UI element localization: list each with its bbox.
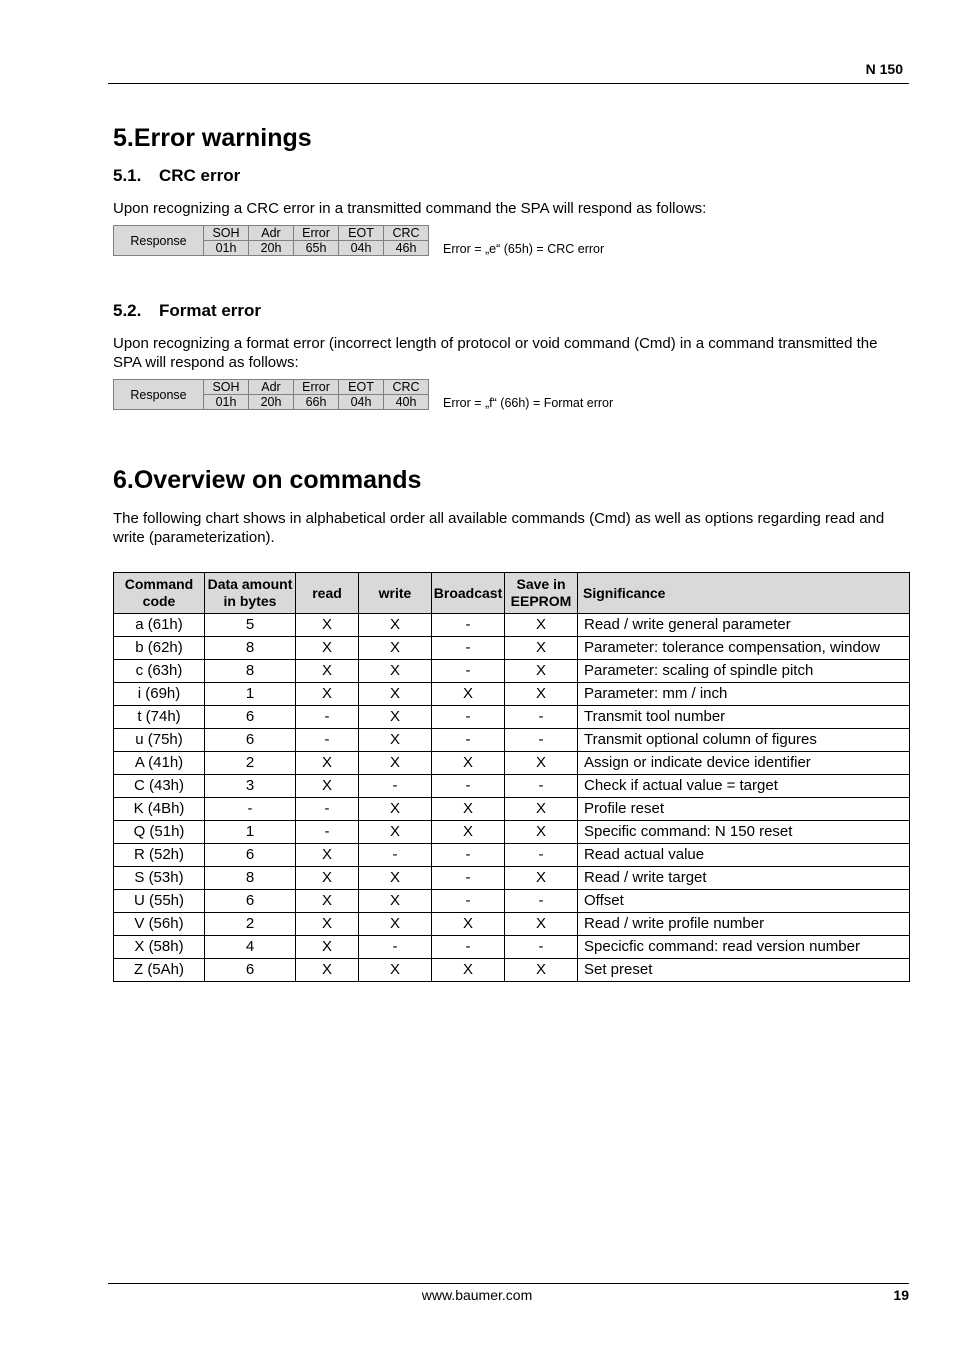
significance-cell: Parameter: mm / inch — [578, 683, 910, 706]
read-cell: - — [296, 729, 359, 752]
broadcast-cell: - — [432, 637, 505, 660]
table-row — [114, 752, 910, 775]
table-row — [114, 798, 910, 821]
write-cell: X — [359, 683, 432, 706]
section-5-1-number: 5.1. — [113, 166, 142, 185]
write-cell: X — [359, 890, 432, 913]
section-5-1-heading — [113, 166, 240, 186]
broadcast-cell: - — [432, 660, 505, 683]
broadcast-cell: - — [432, 729, 505, 752]
frame-header-error: Error — [294, 226, 339, 241]
table-row — [114, 959, 910, 982]
format-error-description: Upon recognizing a format error (incorrect length of protocol or void command (Cmd) in a command transmitted the SPA will respond as follows: — [113, 335, 878, 371]
broadcast-cell: X — [432, 959, 505, 982]
read-cell: - — [296, 798, 359, 821]
save-eeprom-cell: X — [505, 867, 578, 890]
frame-response-label: Response — [114, 380, 204, 410]
table-row — [114, 637, 910, 660]
broadcast-cell: - — [432, 867, 505, 890]
write-cell: X — [359, 706, 432, 729]
significance-cell: Specicfic command: read version number — [578, 936, 910, 959]
save-eeprom-cell: X — [505, 614, 578, 637]
save-eeprom-cell: X — [505, 913, 578, 936]
broadcast-cell: X — [432, 752, 505, 775]
read-cell: X — [296, 614, 359, 637]
significance-cell: Read actual value — [578, 844, 910, 867]
format-error-note: Error = „f“ (66h) = Format error — [443, 396, 614, 410]
section-5-2-heading — [113, 301, 261, 321]
table-row — [114, 821, 910, 844]
command-code-cell: Z (5Ah) — [114, 959, 205, 982]
command-code-cell: C (43h) — [114, 775, 205, 798]
data-amount-cell: 4 — [205, 936, 296, 959]
data-amount-cell: 6 — [205, 959, 296, 982]
data-amount-cell: 8 — [205, 637, 296, 660]
table-row — [114, 729, 910, 752]
write-cell: X — [359, 867, 432, 890]
data-amount-cell: 2 — [205, 913, 296, 936]
write-cell: X — [359, 913, 432, 936]
section-6-title: 6.Overview on commands — [113, 466, 422, 494]
frame-value-soh: 01h — [204, 395, 249, 410]
broadcast-cell: X — [432, 913, 505, 936]
data-amount-cell: 2 — [205, 752, 296, 775]
frame-header-adr: Adr — [249, 226, 294, 241]
save-eeprom-cell: X — [505, 660, 578, 683]
broadcast-cell: - — [432, 890, 505, 913]
commands-table — [113, 572, 910, 982]
write-cell: - — [359, 936, 432, 959]
frame-value-eot: 04h — [339, 241, 384, 256]
data-amount-cell: 6 — [205, 706, 296, 729]
command-code-cell: A (41h) — [114, 752, 205, 775]
command-code-cell: u (75h) — [114, 729, 205, 752]
command-code-cell: U (55h) — [114, 890, 205, 913]
data-amount-cell: 8 — [205, 867, 296, 890]
table-row — [114, 936, 910, 959]
save-eeprom-cell: - — [505, 844, 578, 867]
frame-value-crc: 46h — [384, 241, 429, 256]
broadcast-cell: - — [432, 844, 505, 867]
frame-header-eot: EOT — [339, 226, 384, 241]
command-code-cell: t (74h) — [114, 706, 205, 729]
table-row — [114, 683, 910, 706]
frame-value-soh: 01h — [204, 241, 249, 256]
read-cell: X — [296, 890, 359, 913]
data-amount-cell: 1 — [205, 683, 296, 706]
frame-value-crc: 40h — [384, 395, 429, 410]
significance-cell: Offset — [578, 890, 910, 913]
document-id: N 150 — [865, 61, 903, 77]
command-code-cell: S (53h) — [114, 867, 205, 890]
footer-rule — [108, 1283, 909, 1284]
read-cell: X — [296, 637, 359, 660]
significance-cell: Set preset — [578, 959, 910, 982]
write-cell: X — [359, 798, 432, 821]
read-cell: X — [296, 683, 359, 706]
command-code-cell: Q (51h) — [114, 821, 205, 844]
crc-response-frame — [113, 225, 429, 256]
frame-header-crc: CRC — [384, 380, 429, 395]
save-eeprom-cell: - — [505, 775, 578, 798]
command-code-cell: a (61h) — [114, 614, 205, 637]
write-cell: X — [359, 752, 432, 775]
significance-cell: Check if actual value = target — [578, 775, 910, 798]
broadcast-cell: X — [432, 821, 505, 844]
read-cell: - — [296, 706, 359, 729]
command-code-cell: R (52h) — [114, 844, 205, 867]
write-cell: - — [359, 844, 432, 867]
header-rule — [108, 83, 909, 84]
section-5-2-number: 5.2. — [113, 301, 142, 320]
read-cell: X — [296, 844, 359, 867]
section-5-2-title: Format error — [159, 301, 262, 320]
data-amount-cell: 6 — [205, 844, 296, 867]
section-5-1-title: CRC error — [159, 166, 241, 185]
data-amount-cell: 6 — [205, 890, 296, 913]
broadcast-cell: X — [432, 798, 505, 821]
data-amount-cell: 8 — [205, 660, 296, 683]
frame-header-soh: SOH — [204, 380, 249, 395]
table-row — [114, 844, 910, 867]
read-cell: X — [296, 936, 359, 959]
save-eeprom-cell: X — [505, 798, 578, 821]
significance-cell: Read / write general parameter — [578, 614, 910, 637]
save-eeprom-cell: - — [505, 890, 578, 913]
significance-cell: Parameter: tolerance compensation, window — [578, 637, 910, 660]
col-header-data-amount: Data amount in bytes — [205, 573, 296, 614]
read-cell: X — [296, 959, 359, 982]
save-eeprom-cell: X — [505, 821, 578, 844]
save-eeprom-cell: - — [505, 936, 578, 959]
write-cell: X — [359, 959, 432, 982]
footer-url: www.baumer.com — [421, 1287, 533, 1303]
section-5-title: 5.Error warnings — [113, 124, 312, 152]
commands-table-header — [114, 573, 910, 614]
save-eeprom-cell: X — [505, 683, 578, 706]
save-eeprom-cell: X — [505, 637, 578, 660]
significance-cell: Parameter: scaling of spindle pitch — [578, 660, 910, 683]
data-amount-cell: 6 — [205, 729, 296, 752]
command-code-cell: b (62h) — [114, 637, 205, 660]
format-response-frame — [113, 379, 429, 410]
write-cell: X — [359, 729, 432, 752]
significance-cell: Read / write target — [578, 867, 910, 890]
significance-cell: Read / write profile number — [578, 913, 910, 936]
section-6-description: The following chart shows in alphabetical order all available commands (Cmd) as well as options regarding read and write (parameterization). — [113, 510, 885, 546]
write-cell: X — [359, 660, 432, 683]
significance-cell: Profile reset — [578, 798, 910, 821]
command-code-cell: c (63h) — [114, 660, 205, 683]
save-eeprom-cell: - — [505, 729, 578, 752]
read-cell: - — [296, 821, 359, 844]
significance-cell: Assign or indicate device identifier — [578, 752, 910, 775]
write-cell: X — [359, 614, 432, 637]
command-code-cell: V (56h) — [114, 913, 205, 936]
table-row — [114, 660, 910, 683]
table-row — [114, 890, 910, 913]
broadcast-cell: - — [432, 775, 505, 798]
table-row — [114, 775, 910, 798]
read-cell: X — [296, 913, 359, 936]
broadcast-cell: - — [432, 614, 505, 637]
data-amount-cell: 1 — [205, 821, 296, 844]
table-row — [114, 867, 910, 890]
frame-value-error: 65h — [294, 241, 339, 256]
command-code-cell: i (69h) — [114, 683, 205, 706]
frame-value-error: 66h — [294, 395, 339, 410]
broadcast-cell: X — [432, 683, 505, 706]
read-cell: X — [296, 660, 359, 683]
write-cell: - — [359, 775, 432, 798]
data-amount-cell: - — [205, 798, 296, 821]
broadcast-cell: - — [432, 706, 505, 729]
save-eeprom-cell: X — [505, 959, 578, 982]
col-header-read: read — [296, 573, 359, 614]
broadcast-cell: - — [432, 936, 505, 959]
frame-response-label: Response — [114, 226, 204, 256]
significance-cell: Transmit tool number — [578, 706, 910, 729]
write-cell: X — [359, 821, 432, 844]
significance-cell: Transmit optional column of figures — [578, 729, 910, 752]
col-header-command-code: Command code — [114, 573, 205, 614]
frame-value-adr: 20h — [249, 395, 294, 410]
crc-error-description: Upon recognizing a CRC error in a transmitted command the SPA will respond as follows: — [113, 200, 707, 217]
frame-header-eot: EOT — [339, 380, 384, 395]
col-header-write: write — [359, 573, 432, 614]
save-eeprom-cell: X — [505, 752, 578, 775]
table-row — [114, 913, 910, 936]
command-code-cell: K (4Bh) — [114, 798, 205, 821]
significance-cell: Specific command: N 150 reset — [578, 821, 910, 844]
frame-header-error: Error — [294, 380, 339, 395]
data-amount-cell: 3 — [205, 775, 296, 798]
frame-value-adr: 20h — [249, 241, 294, 256]
crc-error-note: Error = „e“ (65h) = CRC error — [443, 242, 605, 256]
frame-value-eot: 04h — [339, 395, 384, 410]
frame-header-crc: CRC — [384, 226, 429, 241]
page-number: 19 — [893, 1287, 909, 1303]
col-header-significance: Significance — [578, 573, 910, 614]
command-code-cell: X (58h) — [114, 936, 205, 959]
read-cell: X — [296, 867, 359, 890]
frame-header-soh: SOH — [204, 226, 249, 241]
write-cell: X — [359, 637, 432, 660]
read-cell: X — [296, 775, 359, 798]
read-cell: X — [296, 752, 359, 775]
table-row — [114, 614, 910, 637]
data-amount-cell: 5 — [205, 614, 296, 637]
save-eeprom-cell: - — [505, 706, 578, 729]
col-header-broadcast: Broadcast — [432, 573, 505, 614]
frame-header-adr: Adr — [249, 380, 294, 395]
col-header-save-eeprom: Save in EEPROM — [505, 573, 578, 614]
table-row — [114, 706, 910, 729]
